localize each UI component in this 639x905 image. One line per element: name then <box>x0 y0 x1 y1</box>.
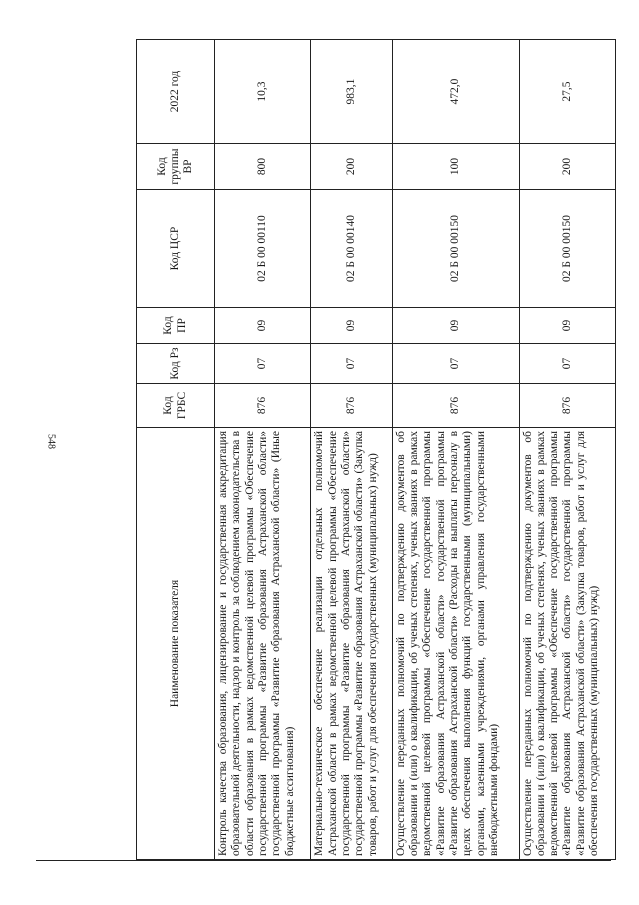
row-grbs: 876 <box>215 384 311 428</box>
header-vr: Код группы ВР <box>137 144 215 190</box>
row-pr: 09 <box>392 308 519 344</box>
row-name: Материально-техническое обеспечение реализации отдельных полномочий Астраханской области в рамках ведомственной целевой программы «Обеспечение государственной программы «Развитие образования Астраханской области» государственной программы «Развитие образования Астраханской области» (Закупка товаров, работ и услуг для обеспечения государственных (муниципальных) нужд) <box>311 428 392 860</box>
row-pr: 09 <box>215 308 311 344</box>
header-year: 2022 год <box>137 40 215 144</box>
row-name: Контроль качества образования, лицензирование и государственная аккредитация образовательной деятельности, надзор и контроль за соблюдением законодательства в области образования в рамках ведомственной целевой программы «Обеспечение государственной программы «Развитие образования Астраханской области» государственной программы «Развитие образования Астраханской области» (Иные бюджетные ассигнования) <box>215 428 311 860</box>
bottom-divider <box>36 860 611 861</box>
budget-table <box>136 39 616 860</box>
header-grbs: Код ГРБС <box>137 384 215 428</box>
table-row <box>215 40 311 860</box>
row-grbs: 876 <box>519 384 616 428</box>
row-rz: 07 <box>392 344 519 384</box>
row-csr: 02 Б 00 00140 <box>311 190 392 308</box>
row-csr: 02 Б 00 00150 <box>392 190 519 308</box>
row-rz: 07 <box>519 344 616 384</box>
row-year: 983,1 <box>311 40 392 144</box>
row-grbs: 876 <box>311 384 392 428</box>
header-rz: Код Рз <box>137 344 215 384</box>
table-row <box>519 40 616 860</box>
rotated-table-container <box>136 40 616 860</box>
header-pr: Код ПР <box>137 308 215 344</box>
row-year: 27,5 <box>519 40 616 144</box>
row-vr: 100 <box>392 144 519 190</box>
row-vr: 200 <box>311 144 392 190</box>
row-csr: 02 Б 00 00110 <box>215 190 311 308</box>
row-csr: 02 Б 00 00150 <box>519 190 616 308</box>
row-year: 472,0 <box>392 40 519 144</box>
row-vr: 200 <box>519 144 616 190</box>
row-name: Осуществление переданных полномочий по подтверждению документов об образовании и (или) о квалификации, об ученых степенях, ученых званиях в рамках ведомственной целевой программы «Обеспечение государственной программы «Развитие образования Астраханской области» государственной программы «Развитие образования Астраханской области» (Расходы на выплаты персоналу в целях обеспечения выполнения функций государственными (муниципальными) органами, казенными учреждениями, органами управления государственными внебюджетными фондами) <box>392 428 519 860</box>
page-number: 548 <box>45 434 57 449</box>
row-vr: 800 <box>215 144 311 190</box>
row-rz: 07 <box>311 344 392 384</box>
row-name: Осуществление переданных полномочий по подтверждению документов об образовании и (или) о квалификации, об ученых степенях, ученых званиях в рамках ведомственной целевой программы «Обеспечение государственной программы «Развитие образования Астраханской области» государственной программы «Развитие образования Астраханской области» (Закупка товаров, работ и услуг для обеспечения государственных (муниципальных) нужд) <box>519 428 616 860</box>
table-row <box>311 40 392 860</box>
row-year: 10,3 <box>215 40 311 144</box>
row-grbs: 876 <box>392 384 519 428</box>
table-row <box>392 40 519 860</box>
table-header-row <box>137 40 215 860</box>
header-name: Наименование показателя <box>137 428 215 860</box>
row-rz: 07 <box>215 344 311 384</box>
header-csr: Код ЦСР <box>137 190 215 308</box>
row-pr: 09 <box>519 308 616 344</box>
row-pr: 09 <box>311 308 392 344</box>
